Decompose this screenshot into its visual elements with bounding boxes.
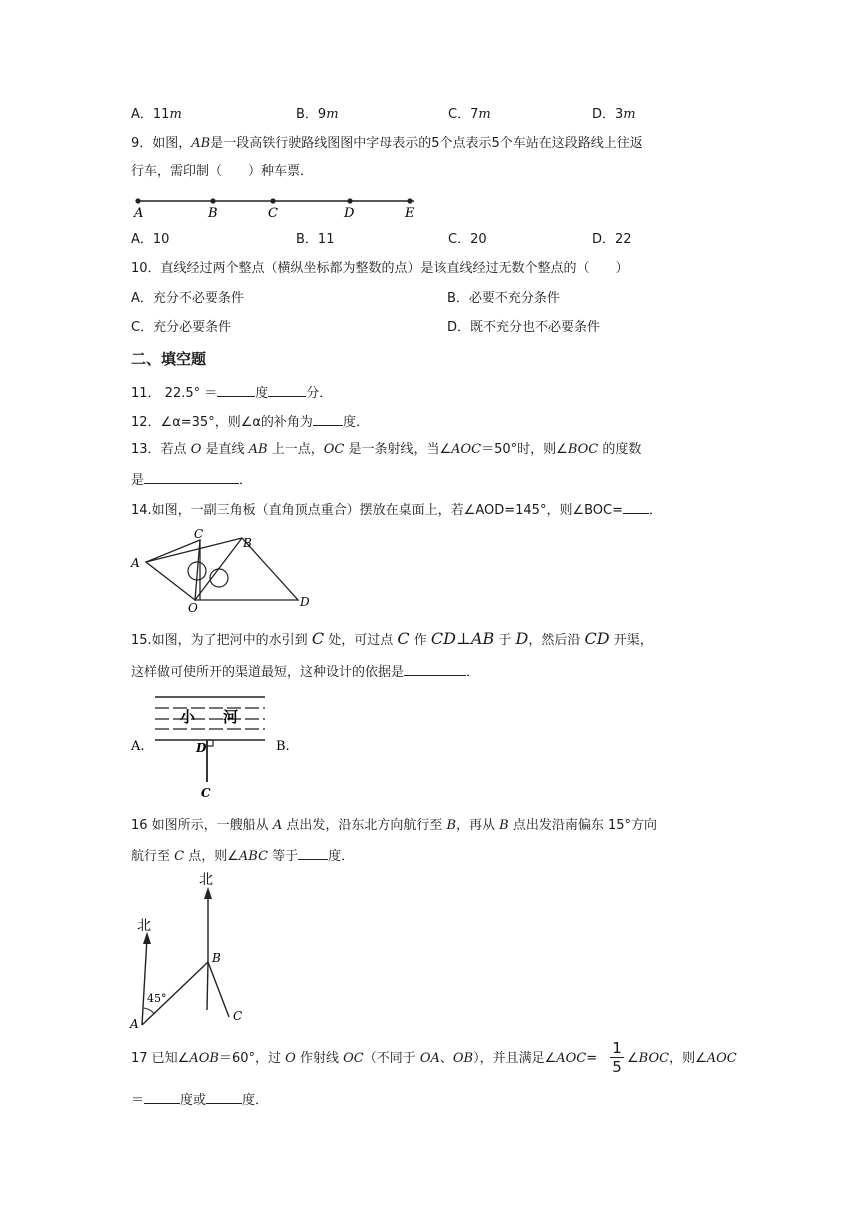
q17-text-line1-tail: ∠BOC，则∠AOC bbox=[627, 1051, 737, 1066]
q9-label-a: A bbox=[134, 206, 144, 221]
q17-fraction bbox=[610, 1040, 624, 1075]
q16-label-b: B bbox=[212, 951, 221, 965]
q16-label-north-a: 北 bbox=[137, 918, 151, 934]
q8-option-d: D．3m bbox=[592, 107, 636, 122]
q14-label-b: B bbox=[243, 536, 252, 550]
q14-label-a: A bbox=[131, 556, 140, 570]
section-heading-fill-in: 二、填空题 bbox=[131, 350, 207, 368]
q15-text-line1: 15.如图，为了把河中的水引到 C 处，可过点 C 作 CD⊥AB 于 D，然后沿 CD 开渠， bbox=[131, 629, 653, 648]
q9-label-c: C bbox=[268, 206, 278, 221]
q9-option-b: B．11 bbox=[296, 232, 335, 247]
q9-label-e: E bbox=[405, 206, 415, 221]
q10-option-b: B．必要不充分条件 bbox=[447, 291, 560, 306]
q15-label-a: A. bbox=[131, 739, 145, 754]
q9-label-d: D bbox=[344, 206, 355, 221]
q8-option-a: A．11m bbox=[131, 107, 182, 122]
q15-text-line2: 这样做可使所开的渠道最短，这种设计的依据是 ． bbox=[131, 662, 479, 682]
q8-option-b: B．9m bbox=[296, 107, 339, 122]
q15-label-d: D bbox=[196, 741, 207, 755]
q17-fraction-denominator: 5 bbox=[612, 1058, 622, 1076]
q10-text: 10．直线经过两个整点（横纵坐标都为整数的点）是该直线经过无数个整点的（ ） bbox=[131, 261, 629, 276]
q14-label-c: C bbox=[194, 527, 204, 541]
q9-text-line1: 9．如图，AB是一段高铁行驶路线图图中字母表示的5个点表示5个车站在这段路线上往返 bbox=[131, 136, 643, 151]
q14-label-d: D bbox=[300, 595, 310, 609]
q9-option-d: D．22 bbox=[592, 232, 632, 247]
q14-text: 14.如图，一副三角板（直角顶点重合）摆放在桌面上，若∠AOD=145°，则∠BOC= ． bbox=[131, 500, 662, 520]
q13-text-line1: 13．若点 O 是直线 AB 上一点，OC 是一条射线，当∠AOC＝50°时，则∠BOC 的度数 bbox=[131, 442, 642, 457]
q9-option-c: C．20 bbox=[448, 232, 487, 247]
q13-text-line2: 是 ． bbox=[131, 470, 252, 490]
q16-label-a: A bbox=[130, 1017, 139, 1031]
q9-option-a: A．10 bbox=[131, 232, 170, 247]
q16-label-angle: 45° bbox=[147, 992, 167, 1005]
q10-option-c: C．充分必要条件 bbox=[131, 320, 232, 335]
q17-text-line1: 17 已知∠AOB＝60°，过 O 作射线 OC（不同于 OA、OB），并且满足∠AOC= bbox=[131, 1051, 598, 1066]
q16-label-c: C bbox=[233, 1009, 243, 1023]
q8-option-c: C．7m bbox=[448, 107, 491, 122]
q12-text: 12．∠α=35°，则∠α的补角为 度． bbox=[131, 412, 369, 432]
q10-option-a: A．充分不必要条件 bbox=[131, 291, 244, 306]
q17-text-line2: ＝ 度或 度． bbox=[131, 1090, 268, 1110]
q11-text: 11． 22.5° ＝ 度 分． bbox=[131, 383, 332, 403]
q15-label-river-1: 小 bbox=[180, 708, 196, 726]
q14-label-o: O bbox=[188, 601, 198, 615]
q16-label-north-b: 北 bbox=[199, 872, 213, 888]
q9-text-line2: 行车，需印制（ ）种车票． bbox=[131, 164, 314, 179]
q17-fraction-numerator: 1 bbox=[612, 1039, 622, 1057]
q15-label-c: C bbox=[201, 786, 211, 800]
q15-label-river-2: 河 bbox=[223, 708, 239, 726]
q9-label-b: B bbox=[208, 206, 218, 221]
q16-text-line2: 航行至 C 点，则∠ABC 等于 度． bbox=[131, 846, 354, 866]
q10-option-d: D．既不充分也不必要条件 bbox=[447, 320, 601, 335]
q15-label-b: B. bbox=[276, 739, 290, 754]
q16-text-line1: 16 如图所示，一艘船从 A 点出发，沿东北方向航行至 B，再从 B 点出发沿南偏东 15°方向 bbox=[131, 818, 658, 833]
